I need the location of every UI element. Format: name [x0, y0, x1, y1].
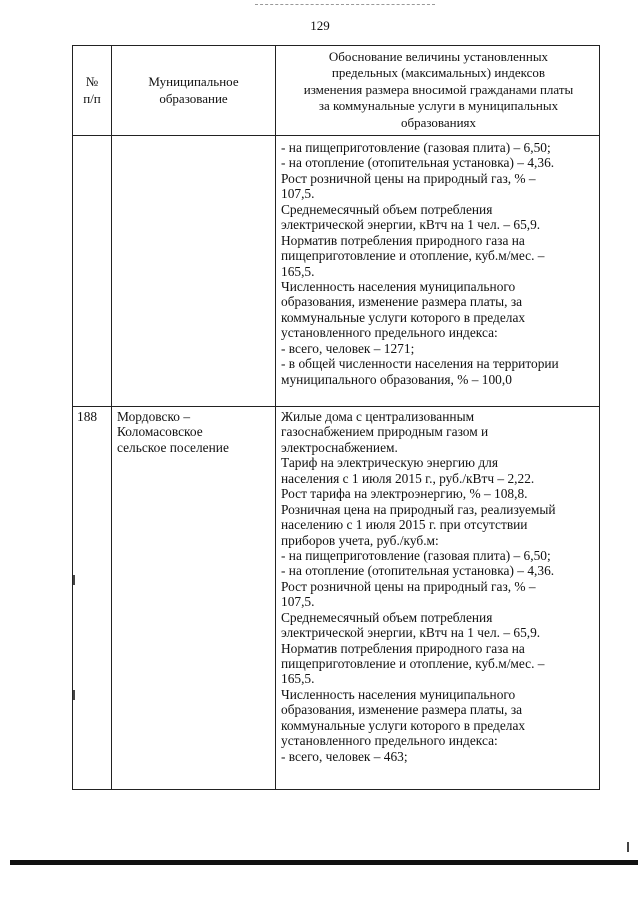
- header-municipality: [112, 46, 275, 135]
- justification-line: муниципального образования, % – 100,0: [281, 371, 512, 387]
- justification-line: электрической энергии, кВтч на 1 чел. – 65,9.: [281, 217, 541, 233]
- municipal-index-table: [72, 45, 600, 790]
- row-2-municipality: [117, 409, 229, 455]
- justification-line: коммунальные услуги которого в пределах: [281, 309, 526, 325]
- row-2-justification: [281, 409, 556, 764]
- column-divider: [275, 46, 276, 789]
- row-divider: [73, 406, 599, 407]
- page-number: 129: [310, 18, 330, 33]
- justification-line: электрической энергии, кВтч на 1 чел. – 65,9.: [281, 625, 541, 641]
- justification-line: Рост тарифа на электроэнергию, % – 108,8.: [281, 486, 528, 502]
- justification-line: - на пищеприготовление (газовая плита) – 6,50;: [281, 547, 551, 563]
- justification-line: газоснабжением природным газом и: [281, 424, 489, 440]
- justification-line: пищеприготовление и отопление, куб.м/мес. –: [281, 248, 545, 264]
- justification-line: - всего, человек – 1271;: [281, 340, 415, 356]
- row-1-justification: [281, 140, 559, 387]
- justification-line: образования, изменение размера платы, за: [281, 294, 523, 310]
- justification-line: приборов учета, руб./куб.м:: [281, 532, 439, 548]
- justification-line: Среднемесячный объем потребления: [281, 201, 493, 217]
- justification-line: - на отопление (отопительная установка) – 4,36.: [281, 155, 555, 171]
- justification-line: электроснабжением.: [281, 439, 398, 455]
- justification-line: - всего, человек – 463;: [281, 748, 408, 764]
- justification-line: Норматив потребления природного газа на: [281, 232, 525, 248]
- header-number-line: п/п: [83, 90, 101, 106]
- justification-line: - на отопление (отопительная установка) – 4,36.: [281, 563, 555, 579]
- justification-line: Норматив потребления природного газа на: [281, 640, 525, 656]
- row-2-number: 188: [77, 409, 98, 424]
- header-justification-line: Обоснование величины установленных: [328, 49, 549, 64]
- header-justification-line: за коммунальные услуги в муниципальных: [318, 98, 559, 114]
- header-justification: [276, 49, 601, 135]
- header-municipality-line: Муниципальное: [148, 74, 239, 90]
- justification-line: 165,5.: [281, 671, 315, 687]
- justification-line: Жилые дома с централизованным: [281, 409, 475, 424]
- justification-line: Среднемесячный объем потребления: [281, 609, 493, 625]
- municipality-line: Коломасовское: [117, 424, 203, 440]
- justification-line: Численность населения муниципального: [281, 686, 516, 702]
- justification-line: Численность населения муниципального: [281, 278, 516, 294]
- scan-margin-mark: [73, 575, 75, 585]
- justification-line: Тариф на электрическую энергию для: [281, 455, 499, 471]
- justification-line: 107,5.: [281, 186, 315, 202]
- header-justification-line: образованиях: [400, 114, 477, 130]
- justification-line: 107,5.: [281, 594, 315, 610]
- justification-line: 165,5.: [281, 263, 315, 279]
- header-justification-line: изменения размера вносимой гражданами платы: [303, 81, 574, 97]
- scan-margin-mark: [627, 842, 629, 852]
- justification-line: Рост розничной цены на природный газ, % –: [281, 170, 536, 186]
- header-municipality-line: образование: [159, 90, 228, 106]
- justification-line: пищеприготовление и отопление, куб.м/мес. –: [281, 656, 545, 671]
- justification-line: образования, изменение размера платы, за: [281, 702, 523, 718]
- municipality-line: сельское поселение: [117, 439, 229, 455]
- justification-line: Розничная цена на природный газ, реализуемый: [281, 501, 556, 517]
- justification-line: населению с 1 июля 2015 г. при отсутствии: [281, 517, 528, 533]
- scan-margin-mark: [73, 690, 75, 700]
- justification-line: - в общей численности населения на территории: [281, 356, 559, 372]
- justification-line: - на пищеприготовление (газовая плита) – 6,50;: [281, 140, 551, 155]
- justification-line: установленного предельного индекса:: [281, 325, 498, 341]
- municipality-line: Мордовско –: [117, 409, 191, 424]
- header-divider: [73, 135, 599, 136]
- justification-line: населения с 1 июля 2015 г., руб./кВтч – 2,22.: [281, 470, 535, 486]
- justification-line: коммунальные услуги которого в пределах: [281, 717, 526, 733]
- header-number: [73, 46, 111, 135]
- header-justification-line: предельных (максимальных) индексов: [331, 65, 546, 81]
- scan-artifact-top: [255, 4, 435, 6]
- scan-edge-bar: [10, 860, 638, 865]
- header-number-line: №: [85, 74, 99, 90]
- column-divider: [111, 46, 112, 789]
- justification-line: установленного предельного индекса:: [281, 733, 498, 749]
- justification-line: Рост розничной цены на природный газ, % –: [281, 578, 536, 594]
